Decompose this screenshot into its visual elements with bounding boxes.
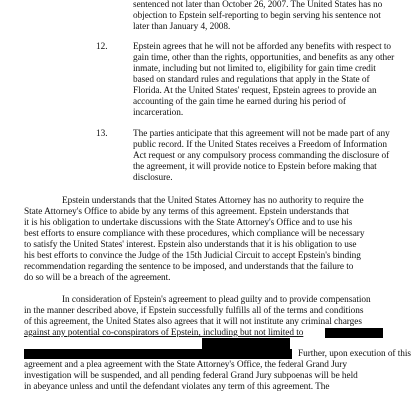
text-line: In consideration of Epstein's agreement to plead guilty and to provide compensation bbox=[62, 295, 371, 305]
redaction-bar bbox=[202, 338, 290, 349]
text-line: State Attorney's Office to abide by any terms of this agreement. Epstein understands that bbox=[24, 207, 349, 217]
text-line: later than January 4, 2008. bbox=[133, 22, 231, 32]
text-line: inmate, including but not limited to, eligibility for gain time credit bbox=[133, 64, 376, 74]
text-line: disclosure. bbox=[133, 173, 173, 183]
text-line: in abeyance unless and until the defendant violates any term of this agreement. The bbox=[24, 382, 330, 392]
item-number: 13. bbox=[96, 129, 108, 139]
text-line: gain time, other than the rights, opportunities, and benefits as any other bbox=[133, 53, 395, 63]
text-line: investigation will be suspended, and all pending federal Grand Jury subpoenas will be held bbox=[24, 371, 358, 381]
text-line: Epstein understands that the United States Attorney has no authority to require the bbox=[62, 196, 364, 206]
text-line: sentenced not later than October 26, 2007. The United States has no bbox=[133, 0, 383, 10]
text-line: recommendation regarding the sentence to be imposed, and understands that the failure to bbox=[24, 262, 354, 272]
text-line: in the manner described above, if Epstein successfully fulfills all of the terms and conditions bbox=[24, 306, 364, 316]
text-line: Act request or any compulsory process commanding the disclosure of bbox=[133, 151, 390, 161]
text-line: to satisfy the United States' interest. Epstein also understands that it is his obligation to use bbox=[24, 240, 357, 250]
text-line: of this agreement, the United States also agrees that it will not institute any criminal charges bbox=[24, 317, 362, 327]
text-line: The parties anticipate that this agreement will not be made part of any bbox=[133, 129, 390, 139]
text-line: public record. If the United States receives a Freedom of Information bbox=[133, 140, 387, 150]
text-line: based on standard rules and regulations that apply in the State of bbox=[133, 75, 370, 85]
redaction-bar bbox=[325, 328, 383, 338]
text-line: agreement and a plea agreement with the State Attorney's Office, the federal Grand Jury bbox=[24, 360, 347, 370]
text-line: do so will be a breach of the agreement. bbox=[24, 273, 171, 283]
text-line: his best efforts to convince the Judge of the 15th Judicial Circuit to accept Epstein's binding bbox=[24, 251, 361, 261]
redaction-bar bbox=[24, 349, 292, 359]
text-line: best efforts to ensure compliance with these procedures, which compliance will be necessary bbox=[24, 229, 365, 239]
text-line: Florida. At the United States' request, Epstein agrees to provide an bbox=[133, 86, 377, 96]
text-line: Further, upon execution of this bbox=[298, 349, 411, 359]
item-number: 12. bbox=[96, 42, 108, 52]
text-line: against any potential co-conspirators of Epstein, including but not limited to bbox=[24, 328, 304, 338]
text-line: the agreement, it will provide notice to Epstein before making that bbox=[133, 162, 377, 172]
text-line: accounting of the gain time he earned during his period of bbox=[133, 97, 346, 107]
text-line: incarceration. bbox=[133, 108, 184, 118]
text-line: Epstein agrees that he will not be afforded any benefits with respect to bbox=[133, 42, 392, 52]
text-line: it is his obligation to undertake discussions with the State Attorney's Office and to use his bbox=[24, 218, 353, 228]
text-line: objection to Epstein self-reporting to begin serving his sentence not bbox=[133, 11, 381, 21]
